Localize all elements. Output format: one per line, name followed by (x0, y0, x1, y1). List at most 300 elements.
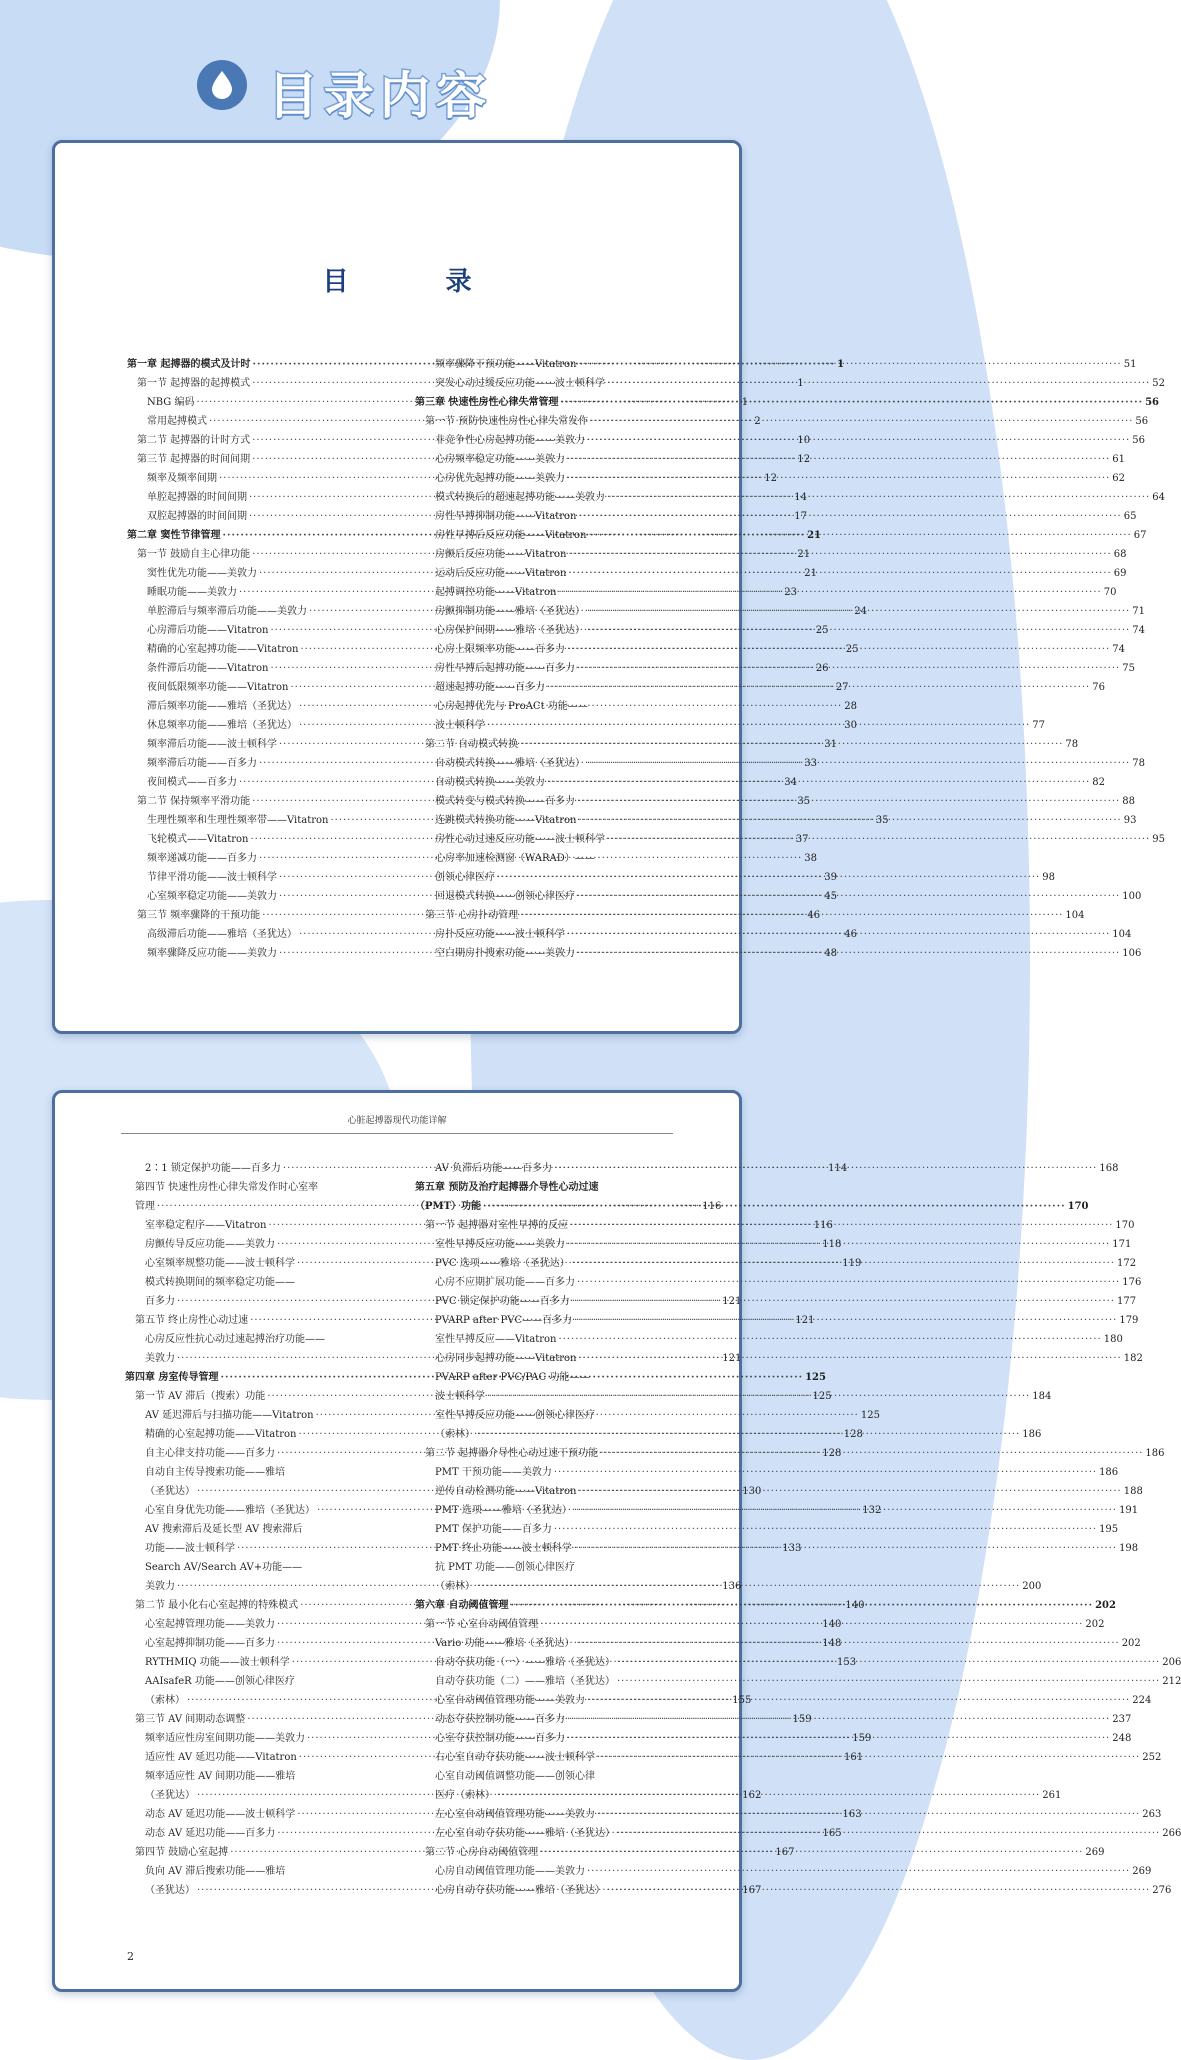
toc-entry-page: 130 (742, 1486, 762, 1497)
toc-entry-title: 运动后反应功能——Vitatron (435, 568, 567, 579)
toc-entry-title: 心房同步起搏功能——Vitatron (435, 1353, 577, 1364)
toc-entry-page: 28 (844, 701, 857, 712)
toc-entry-title: 室性早搏反应功能——创领心律医疗 (435, 1410, 595, 1421)
toc-entry-title: 心室自身优先功能——雅培（圣犹达） (145, 1505, 315, 1516)
toc-leader-dots (287, 1862, 395, 1881)
toc-entry-page: 269 (1132, 1866, 1152, 1877)
toc-entry-page: 182 (1123, 1353, 1143, 1364)
toc-entry-page: 202 (1095, 1600, 1116, 1611)
toc-entry-page: 34 (784, 777, 797, 788)
toc-entry-title: 突发心动过缓反应功能——波士顿科学 (435, 378, 605, 389)
toc-entry-title: 自主心律支持功能——百多力 (145, 1448, 275, 1459)
toc-entry-title: 心室自动阈值调整功能——创领心律 (435, 1771, 595, 1782)
toc-leader-dots (577, 887, 1120, 906)
toc-entry-title: 第一节 起搏器的起搏模式 (137, 378, 251, 389)
toc-entry-title: 心室起搏管理功能——美敦力 (145, 1619, 275, 1630)
toc-entry-title: 窦性优先功能——美敦力 (147, 568, 257, 579)
toc-entry (415, 355, 1137, 374)
toc-entry-page: 17 (794, 511, 807, 522)
toc-entry-title: 第三节 心房扑动管理 (425, 910, 519, 921)
toc-entry-page: 27 (835, 682, 849, 693)
toc-entry-page: 30 (844, 720, 857, 731)
toc-title: 目 录 (322, 267, 516, 297)
toc-entry-page: 46 (844, 929, 857, 940)
toc-entry-title: 室性早搏反应——Vitatron (435, 1334, 557, 1345)
toc-entry-page: 118 (822, 1239, 842, 1250)
toc-leader-dots (297, 1767, 395, 1786)
toc-entry-title: 第五节 终止房性心动过速 (135, 1315, 249, 1326)
toc-entry-page: 46 (807, 910, 821, 921)
toc-entry-page: 71 (1132, 606, 1145, 617)
toc-leader-dots (578, 1349, 1121, 1368)
toc-entry-title: 动态夺获控制功能——百多力 (435, 1714, 565, 1725)
toc-entry-title: RYTHMIQ 功能——波士顿科学 (145, 1657, 290, 1668)
toc-entry-title: 第二节 起搏器介导性心动过速干预功能 (425, 1448, 599, 1459)
toc-entry-page: 26 (815, 663, 829, 674)
toc-entry-page: 106 (1122, 948, 1142, 959)
toc-page-2 (52, 1090, 1181, 1992)
toc-entry-page: 21 (797, 549, 811, 560)
toc-leader-dots (588, 526, 1131, 545)
toc-leader-dots (567, 925, 1110, 944)
toc-entry-title: Search AV/Search AV+功能—— (145, 1562, 303, 1573)
toc-entry-page: 114 (828, 1163, 848, 1174)
toc-entry-page: 10 (797, 435, 811, 446)
toc-entry-page: 74 (1112, 644, 1125, 655)
toc-entry-title: PMT 选项——雅培（圣犹达） (435, 1505, 572, 1516)
toc-entry-page: 116 (702, 1201, 722, 1212)
toc-leader-dots (587, 602, 1130, 621)
toc-entry-page: 31 (824, 739, 837, 750)
toc-entry-title: 第四章 房室传导管理 (125, 1372, 219, 1383)
toc-entry-page: 14 (794, 492, 807, 503)
toc-entry-title: 生理性频率和生理性频率带——Vitatron (147, 815, 329, 826)
toc-entry-page: 121 (722, 1353, 742, 1364)
toc-entry-title: 房性早搏抑制功能——Vitatron (435, 511, 577, 522)
toc-entry-title: 美敦力 (145, 1353, 175, 1364)
toc-entry-page: 56 (1132, 435, 1145, 446)
toc-entry-title: 自动模式转换——雅培（圣犹达） (435, 758, 585, 769)
toc-entry (415, 1368, 687, 1387)
toc-leader-dots (320, 1178, 395, 1197)
toc-entry (415, 1520, 1119, 1539)
toc-leader-dots (578, 507, 1121, 526)
toc-entry-page: 133 (782, 1543, 802, 1554)
toc-leader-dots (577, 659, 1120, 678)
toc-entry-title: 第二节 心房自动阈值管理 (425, 1847, 539, 1858)
toc-entry-page: 39 (824, 872, 837, 883)
toc-leader-dots (578, 811, 1121, 830)
toc-entry-title: 空白期房扑搜索功能——美敦力 (435, 948, 575, 959)
toc-entry-page: 104 (1112, 929, 1132, 940)
toc-leader-dots (600, 1444, 1143, 1463)
toc-entry-page: 67 (1133, 530, 1147, 541)
toc-entry-title: 第一节 鼓励自主心律功能 (137, 549, 251, 560)
toc-entry-page: 77 (1032, 720, 1045, 731)
toc-entry-title: 逆传自动检测功能——Vitatron (435, 1486, 577, 1497)
toc-entry-title: 模式转变与模式转换——百多力 (435, 796, 575, 807)
toc-entry-title: 心房上限频率功能——百多力 (435, 644, 565, 655)
toc-entry (125, 1463, 397, 1482)
water-drop-icon (197, 60, 247, 110)
header-title: 目录内容 (268, 67, 492, 125)
toc-leader-dots (567, 1710, 1110, 1729)
toc-entry-title: 管理 (135, 1201, 155, 1212)
toc-entry-title: 自动夺获功能（一）——雅培（圣犹达） (435, 1657, 615, 1668)
toc-entry-title: AV 负滞后功能——百多力 (435, 1163, 553, 1174)
toc-entry-title: 动态 AV 延迟功能——百多力 (145, 1828, 276, 1839)
toc-entry (415, 393, 1159, 412)
toc-entry-title: 美敦力 (145, 1581, 175, 1592)
toc-entry-page: 24 (854, 606, 867, 617)
toc-entry-page: 263 (1142, 1809, 1162, 1820)
toc-entry-page: 200 (1022, 1581, 1042, 1592)
toc-entry-page: 195 (1099, 1524, 1119, 1535)
toc-leader-dots (547, 773, 1090, 792)
toc-entry-title: 抗 PMT 功能——创领心律医疗 (435, 1562, 575, 1573)
toc-entry-title: 第四节 快速性房性心律失常发作时心室率 (135, 1182, 319, 1193)
toc-leader-dots (560, 393, 1143, 412)
toc-leader-dots (578, 355, 1121, 374)
toc-leader-dots (297, 1273, 395, 1292)
toc-entry-title: 第四节 鼓励心室起搏 (135, 1847, 229, 1858)
toc-entry (415, 1330, 1123, 1349)
toc-entry-title: 房颤传导反应功能——美敦力 (145, 1239, 275, 1250)
toc-entry-title: 心房率加速检测窗（WARAD）—— (435, 853, 595, 864)
toc-entry-title: 频率适应性房室间期功能——美敦力 (145, 1733, 305, 1744)
toc-entry-title: 心室频率稳定功能——美敦力 (147, 891, 277, 902)
toc-leader-dots (567, 1729, 1110, 1748)
toc-entry-page: 75 (1122, 663, 1135, 674)
toc-entry-title: 频率递减功能——百多力 (147, 853, 257, 864)
toc-entry (415, 849, 685, 868)
toc-entry-title: 频率滞后功能——波士顿科学 (147, 739, 277, 750)
toc-entry-title: PVARP after PVC——百多力 (435, 1315, 573, 1326)
toc-leader-dots (568, 564, 1111, 583)
toc-leader-dots (587, 621, 1130, 640)
toc-leader-dots (497, 1786, 1040, 1805)
toc-entry-page: 12 (797, 454, 811, 465)
toc-entry-page: 188 (1123, 1486, 1143, 1497)
toc-entry-page: 252 (1142, 1752, 1162, 1763)
toc-entry-title: 左心室自动夺获功能——雅培（圣犹达） (435, 1828, 615, 1839)
toc-leader-dots (487, 1387, 1030, 1406)
toc-entry-title: 心房自动夺获功能——雅培（圣犹达） (435, 1885, 605, 1896)
toc-entry-title: 室性早搏反应功能——美敦力 (435, 1239, 565, 1250)
toc-entry-page: 186 (1145, 1448, 1165, 1459)
toc-entry-title: 精确的心室起搏功能——Vitatron (147, 644, 299, 655)
toc-entry-title: 右心室自动夺获功能——波士顿科学 (435, 1752, 595, 1763)
toc-entry-page: 25 (815, 625, 829, 636)
toc-entry-page: 35 (875, 815, 889, 826)
toc-entry-title: PVARP after PVC/PAC 功能—— (435, 1372, 590, 1383)
toc-entry-page: 56 (1135, 416, 1149, 427)
toc-leader-dots (520, 906, 1063, 925)
toc-entry (415, 1406, 687, 1425)
toc-entry-title: 自动模式转换——美敦力 (435, 777, 545, 788)
toc-entry-title: 左心室自动阈值管理功能——美敦力 (435, 1809, 595, 1820)
toc-entry-page: 261 (1042, 1790, 1062, 1801)
toc-entry-page: 25 (845, 644, 859, 655)
toc-leader-dots (567, 469, 1110, 488)
toc-entry-title: 精确的心室起搏功能——Vitatron (145, 1429, 297, 1440)
toc-entry-title: PMT 终止功能——波士顿科学 (435, 1543, 572, 1554)
toc-entry-title: 常用起搏模式 (147, 416, 207, 427)
toc-entry-title: 夜间模式——百多力 (147, 777, 237, 788)
toc-entry-title: 房性早搏后起搏功能——百多力 (435, 663, 575, 674)
toc-leader-dots (591, 1368, 685, 1387)
toc-entry-title: 飞轮模式——Vitatron (147, 834, 249, 845)
toc-entry-title: 自动夺获功能（二）——雅培（圣犹达） (435, 1676, 615, 1687)
toc-leader-dots (497, 868, 1040, 887)
toc-leader-dots (554, 1520, 1097, 1539)
toc-entry-page: 184 (1032, 1391, 1052, 1402)
toc-entry-title: 频率骤降反应功能——美敦力 (147, 948, 277, 959)
toc-entry-page: 1 (741, 397, 749, 408)
toc-entry-title: 频率滞后功能——百多力 (147, 758, 257, 769)
toc-entry-page: 159 (792, 1714, 812, 1725)
toc-leader-dots (577, 792, 1120, 811)
toc-leader-dots (554, 1463, 1097, 1482)
toc-entry-page: 69 (1113, 568, 1127, 579)
toc-entry-page: 198 (1119, 1543, 1139, 1554)
toc-leader-dots (597, 1767, 685, 1786)
toc-entry-page: 140 (822, 1619, 842, 1630)
toc-entry-page: 248 (1112, 1733, 1132, 1744)
toc-entry-title: 心房频率稳定功能——美敦力 (435, 454, 565, 465)
toc-entry-title: 休息频率功能——雅培（圣犹达） (147, 720, 297, 731)
toc-entry-page: 224 (1132, 1695, 1152, 1706)
toc-entry-page: 70 (1103, 587, 1117, 598)
toc-leader-dots (577, 944, 1120, 963)
toc-entry (415, 1558, 687, 1577)
toc-entry-page: 177 (1117, 1296, 1137, 1307)
toc-entry-page: 180 (1103, 1334, 1123, 1345)
toc-leader-dots (558, 583, 1101, 602)
toc-entry-page: 202 (1085, 1619, 1105, 1630)
toc-entry-title: （圣犹达） (145, 1885, 195, 1896)
toc-entry-page: 1 (837, 359, 845, 370)
toc-entry-title: Vario 功能——雅培（圣犹达） (435, 1638, 575, 1649)
toc-entry-title: 负向 AV 滞后搜索功能——雅培 (145, 1866, 286, 1877)
toc-entry (415, 1767, 687, 1786)
toc-entry-title: 第三节 起搏器的时间间期 (137, 454, 251, 465)
toc-leader-dots (597, 1406, 685, 1425)
toc-leader-dots (597, 1748, 1140, 1767)
toc-entry (415, 1273, 1142, 1292)
toc-leader-dots (287, 1463, 395, 1482)
toc-entry-page: 121 (722, 1296, 742, 1307)
toc-entry-page: 38 (804, 853, 817, 864)
toc-entry-title: 频率及频率间期 (147, 473, 217, 484)
toc-entry-title: PMT 保护功能——百多力 (435, 1524, 552, 1535)
toc-entry-page: 56 (1145, 397, 1159, 408)
toc-entry-page: 163 (842, 1809, 862, 1820)
toc-entry-title: 心房起搏优先与 ProACt 功能—— (435, 701, 588, 712)
toc-leader-dots (574, 1539, 1117, 1558)
page-number: 2 (127, 1950, 134, 1963)
toc-entry-page: 62 (1112, 473, 1125, 484)
toc-entry-page: 125 (860, 1410, 880, 1421)
toc-entry-page: 136 (722, 1581, 742, 1592)
toc-entry (415, 412, 1149, 431)
toc-entry-title: 房颤抑制功能——雅培（圣犹达） (435, 606, 585, 617)
toc-entry (125, 1672, 397, 1691)
toc-leader-dots (587, 431, 1130, 450)
toc-entry (415, 1672, 1181, 1691)
toc-entry-page: 159 (852, 1733, 872, 1744)
toc-leader-dots (577, 1558, 685, 1577)
toc-entry-page: 191 (1119, 1505, 1139, 1516)
toc-entry-title: 室率稳定程序——Vitatron (145, 1220, 267, 1231)
toc-entry-page: 35 (797, 796, 811, 807)
toc-entry-title: 第二节 最小化右心室起搏的特殊模式 (135, 1600, 299, 1611)
toc-entry-title: 频率骤降干预功能——Vitatron (435, 359, 577, 370)
toc-entry-title: 自动自主传导搜索功能——雅培 (145, 1467, 285, 1478)
toc-entry-page: 179 (1119, 1315, 1139, 1326)
toc-entry-title: 第三节 频率骤降的干预功能 (137, 910, 261, 921)
toc-entry (125, 1520, 397, 1539)
toc-leader-dots (617, 1653, 1160, 1672)
toc-page-1 (52, 140, 1165, 1034)
toc-entry-title: 第二节 保持频率平滑功能 (137, 796, 251, 807)
toc-leader-dots (607, 1881, 1150, 1900)
toc-entry-title: 波士顿科学 (435, 1391, 485, 1402)
toc-leader-dots (304, 1558, 395, 1577)
toc-entry-title: 创领心律医疗 (435, 872, 495, 883)
toc-entry-title: 第三章 快速性房性心律失常管理 (415, 397, 559, 408)
toc-entry-title: 第五章 预防及治疗起搏器介导性心动过速 (415, 1182, 599, 1193)
toc-leader-dots (572, 1292, 1115, 1311)
toc-leader-dots (607, 488, 1150, 507)
toc-entry-title: 连跳模式转换功能——Vitatron (435, 815, 577, 826)
toc-entry-title: 医疗（索林） (435, 1790, 495, 1801)
toc-entry-page: 167 (742, 1885, 762, 1896)
toc-entry-page: 128 (822, 1448, 842, 1459)
toc-leader-dots (574, 1501, 1117, 1520)
toc-entry-title: 心房不应期扩展功能——百多力 (435, 1277, 575, 1288)
toc-entry (125, 1330, 397, 1349)
toc-entry-page: 78 (1132, 758, 1145, 769)
toc-leader-dots (597, 849, 683, 868)
toc-entry-page: 12 (764, 473, 777, 484)
toc-entry-page: 61 (1112, 454, 1125, 465)
toc-entry-title: 2∶1 锁定保护功能——百多力 (145, 1163, 281, 1174)
toc-entry-page: 116 (813, 1220, 833, 1231)
toc-entry-title: 心房滞后功能——Vitatron (147, 625, 269, 636)
toc-entry-title: 适应性 AV 延迟功能——Vitatron (145, 1752, 297, 1763)
toc-entry-page: 172 (1117, 1258, 1137, 1269)
toc-entry (125, 1558, 397, 1577)
running-head: 心脏起搏器现代功能详解 (347, 1116, 447, 1126)
toc-leader-dots (607, 374, 1150, 393)
toc-entry-page: 64 (1152, 492, 1165, 503)
toc-leader-dots (597, 1805, 1140, 1824)
toc-entry-page: 68 (1113, 549, 1127, 560)
toc-entry-title: 超速起搏功能——百多力 (435, 682, 545, 693)
toc-entry-page: 170 (1067, 1201, 1089, 1212)
toc-entry-title: 心房保护间期——雅培（圣犹达） (435, 625, 585, 636)
toc-leader-dots (540, 1843, 1083, 1862)
toc-entry-title: 起搏调控功能——Vitatron (435, 587, 557, 598)
toc-entry-page: 51 (1123, 359, 1137, 370)
toc-entry-page: 165 (822, 1828, 842, 1839)
toc-entry-title: 心房优先起搏功能——美敦力 (435, 473, 565, 484)
toc-entry-page: 65 (1123, 511, 1137, 522)
toc-entry-title: NBG 编码 (147, 397, 195, 408)
header-rule (121, 1133, 673, 1134)
toc-entry-title: 第一节 AV 滞后（搜索）功能 (135, 1391, 266, 1402)
toc-entry-page: 1 (797, 378, 804, 389)
toc-entry-title: 房扑反应功能——波士顿科学 (435, 929, 565, 940)
toc-entry-title: （圣犹达） (145, 1486, 195, 1497)
toc-entry-title: 房性心动过速反应功能——波士顿科学 (435, 834, 605, 845)
toc-entry-title: 模式转换期间的频率稳定功能—— (145, 1277, 295, 1288)
toc-entry-page: 88 (1122, 796, 1135, 807)
toc-entry-page: 186 (1099, 1467, 1119, 1478)
toc-leader-dots (304, 1520, 395, 1539)
toc-leader-dots (554, 1159, 1097, 1178)
toc-entry-page: 21 (807, 530, 821, 541)
toc-entry-page: 23 (784, 587, 797, 598)
toc-leader-dots (590, 412, 1133, 431)
toc-entry-page: 170 (1115, 1220, 1135, 1231)
toc-entry-title: 非竞争性心房起搏功能——美敦力 (435, 435, 585, 446)
toc-entry-page: 212 (1162, 1676, 1181, 1687)
toc-leader-dots (547, 678, 1090, 697)
toc-entry-page: 125 (805, 1372, 826, 1383)
toc-entry-page: 237 (1112, 1714, 1132, 1725)
toc-entry-title: 百多力 (145, 1296, 175, 1307)
toc-entry-page: 125 (812, 1391, 832, 1402)
toc-entry (415, 697, 685, 716)
toc-entry-page: 82 (1092, 777, 1105, 788)
toc-entry-title: 条件滞后功能——Vitatron (147, 663, 269, 674)
toc-entry-page: 161 (844, 1752, 864, 1763)
toc-entry-title: 心室夺获控制功能——百多力 (435, 1733, 565, 1744)
toc-entry-title: 房性早搏后反应功能——Vitatron (435, 530, 587, 541)
toc-entry-title: 心房自动阈值管理功能——美敦力 (435, 1866, 585, 1877)
toc-entry-page: 45 (824, 891, 837, 902)
toc-entry (125, 1273, 397, 1292)
toc-entry-page: 266 (1162, 1828, 1181, 1839)
toc-leader-dots (297, 1672, 395, 1691)
toc-entry-page: 276 (1152, 1885, 1172, 1896)
toc-entry-page: 186 (1022, 1429, 1042, 1440)
toc-leader-dots (578, 1482, 1121, 1501)
toc-entry-title: 心室频率规整功能——波士顿科学 (145, 1258, 295, 1269)
toc-entry-title: 第六章 自动阈值管理 (415, 1600, 509, 1611)
toc-entry (415, 1463, 1119, 1482)
toc-entry-page: 153 (837, 1657, 857, 1668)
toc-entry-page: 167 (775, 1847, 795, 1858)
toc-entry-page: 93 (1123, 815, 1137, 826)
toc-leader-dots (567, 640, 1110, 659)
toc-entry-page: 21 (804, 568, 817, 579)
toc-leader-dots (590, 697, 683, 716)
toc-entry-title: （索林） (435, 1581, 475, 1592)
toc-entry-page: 168 (1099, 1163, 1119, 1174)
toc-entry-title: 睡眠功能——美敦力 (147, 587, 237, 598)
toc-leader-dots (587, 754, 1130, 773)
toc-entry-title: 第二节 自动模式转换 (425, 739, 519, 750)
toc-leader-dots (587, 1862, 1130, 1881)
toc-entry-title: 双腔起搏器的时间间期 (147, 511, 247, 522)
toc-entry-page: 33 (804, 758, 817, 769)
toc-entry-title: PVC 选项——雅培（圣犹达） (435, 1258, 570, 1269)
toc-leader-dots (576, 1634, 1119, 1653)
toc-entry-title: 第一节 起搏器对室性早搏的反应 (425, 1220, 569, 1231)
